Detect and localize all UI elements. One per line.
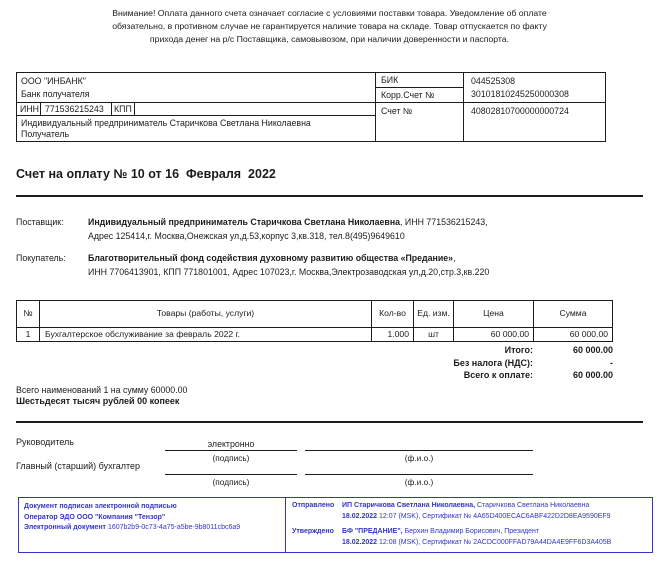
esign-document-line [24, 523, 280, 534]
head-signature-value: электронно [207, 439, 255, 449]
recipient-cell [17, 116, 375, 142]
esign-sent-row [292, 501, 646, 522]
accountant-signature-label: Главный (старший) бухгалтер [16, 461, 141, 471]
esign-operator-line: Оператор ЭДО ООО "Компания "Тензор" [24, 513, 166, 521]
esign-document-label: Электронный документ [24, 524, 106, 531]
esign-sent-content [342, 501, 646, 522]
invoice-title: Счет на оплату № 10 от 16 Февраля 2022 [16, 167, 276, 181]
esign-right-panel [286, 498, 652, 552]
header-cell-goods: Товары (работы, услуги) [40, 301, 372, 327]
bank-right-labels [376, 73, 464, 141]
buyer-name: Благотворительный фонд содействия духовному развитию общества «Предание» [88, 253, 454, 263]
item-cell-unit: шт [414, 328, 454, 341]
esign-document-id: 1607b2b9-0c73-4a75-a5be-9b8011cbc6a9 [107, 524, 241, 531]
esign-sent-cert: 12:07 (MSK), Сертификат № 4A65D400ECAC6ABF422D2D8EA9590EF9 [379, 512, 611, 520]
bik-corr-values-cell [464, 73, 605, 103]
buyer-details: ИНН 7706413901, КПП 771801001, Адрес 107023,г. Москва,Электрозаводская ул,д.20,стр.3,кв.220 [88, 266, 490, 277]
recipient-caption: Получатель [21, 129, 70, 139]
payment-warning-text [0, 7, 659, 46]
bank-caption: Банк получателя [21, 88, 90, 99]
accountant-signature-line [165, 474, 297, 475]
esign-approved-party: БФ "ПРЕДАНИЕ", [342, 528, 403, 535]
buyer-label: Покупатель: [16, 253, 66, 263]
buyer-row [16, 252, 613, 279]
kpp-value [135, 103, 375, 115]
supplier-label: Поставщик: [16, 217, 64, 227]
parties-block [16, 216, 613, 279]
vat-label: Без налога (НДС): [453, 358, 533, 368]
esign-box [18, 497, 653, 553]
supplier-row [16, 216, 613, 243]
warning-line-1: Внимание! Оплата данного счета означает согласие с условиями поставки товара. Уведомление об оплате [112, 8, 547, 18]
head-signature-label: Руководитель [16, 437, 74, 447]
esign-approved-label: Утверждено [292, 528, 334, 535]
kpp-label: КПП [112, 103, 135, 115]
header-cell-sum: Сумма [559, 308, 587, 319]
esign-sent-date: 18.02.2022 [342, 512, 378, 520]
esign-sent-party: ИП Старичкова Светлана Николаевна, [342, 502, 476, 509]
due-value: 60 000.00 [572, 370, 613, 380]
esign-approved-party-line [342, 527, 646, 538]
warning-line-3: прихода денег на р/с Поставщика, самовывозом, при наличии доверенности и паспорта. [149, 34, 510, 44]
esign-approved-date: 18.02.2022 [342, 538, 378, 546]
bik-label: БИК [376, 73, 463, 88]
items-table [16, 300, 613, 342]
item-cell-sum: 60 000.00 [569, 328, 608, 339]
supplier-name: Индивидуальный предприниматель Старичкова Светлана Николаевна [88, 217, 401, 227]
accountant-name-caption: (ф.и.о.) [404, 477, 434, 487]
supplier-address: Адрес 125414,г. Москва,Онежская ул,д.53,корпус 3,кв.318, тел.8(495)9649610 [88, 230, 405, 241]
title-rule [16, 195, 643, 197]
supplier-line-1 [88, 216, 613, 230]
esign-signed-line: Документ подписан электронной подписью [24, 503, 177, 510]
buyer-name-comma: , [453, 253, 456, 263]
bank-name-cell [17, 73, 375, 103]
esign-sent-label: Отправлено [292, 502, 335, 509]
supplier-inn: , ИНН 771536215243, [400, 217, 488, 227]
esign-approved-row [292, 527, 646, 548]
corr-account-label: Корр.Счет № [376, 88, 463, 103]
accountant-signature-caption: (подпись) [212, 477, 250, 487]
esign-approved-cert: 12:08 (MSK), Сертификат № 2ACDC000FFAD79A44DA4E9FF6D3A405B [379, 538, 612, 546]
head-signature-line [165, 450, 297, 451]
supplier-value [88, 216, 613, 243]
account-value: 40802810700000000724 [471, 106, 569, 116]
buyer-value [88, 252, 613, 279]
corr-account-value: 30101810245250000308 [471, 89, 569, 99]
bank-right-values [464, 73, 605, 141]
inn-value: 771536215243 [41, 103, 112, 115]
head-name-line [305, 450, 533, 451]
buyer-line-1 [88, 252, 613, 266]
item-cell-number: 1 [17, 328, 40, 341]
head-signature-caption: (подпись) [212, 453, 250, 463]
items-table-header [17, 301, 612, 328]
warning-line-2: обязательно, в противном случае не гарантируется наличие товара на складе. Товар отпускается по факту [112, 21, 547, 31]
bank-details-table [16, 72, 606, 142]
esign-approved-party-rest: Берхин Владимир Борисович, Президент [404, 528, 540, 535]
esign-left-panel [19, 498, 286, 552]
inn-label: ИНН [17, 103, 41, 115]
item-row [17, 328, 612, 341]
inn-kpp-row [17, 103, 375, 116]
header-cell-unit: Ед. изм. [414, 301, 454, 327]
bik-value: 044525308 [471, 76, 516, 86]
head-name-caption: (ф.и.о.) [404, 453, 434, 463]
esign-sent-cert-line [342, 512, 646, 523]
totals-row-total [16, 345, 613, 355]
header-cell-quantity: Кол-во [372, 301, 414, 327]
bank-name: ООО "ИНБАНК" [21, 76, 86, 86]
total-label: Итого: [504, 345, 533, 355]
bank-details-left [17, 73, 376, 141]
items-count-line: Всего наименований 1 на сумму 60000.00 [16, 385, 188, 395]
item-cell-quantity: 1.000 [372, 328, 414, 341]
accountant-name-line [305, 474, 533, 475]
vat-value: - [610, 358, 613, 368]
totals-row-due [16, 370, 613, 380]
item-cell-price: 60 000.00 [454, 328, 534, 341]
account-label: Счет № [381, 106, 413, 116]
totals-row-vat [16, 358, 613, 368]
esign-sent-party-line [342, 501, 646, 512]
bank-details-right [376, 73, 605, 141]
header-cell-number: № [17, 301, 40, 327]
item-cell-goods: Бухгалтерское обслуживание за февраль 2022 г. [40, 328, 372, 341]
esign-approved-cert-line [342, 538, 646, 549]
total-value: 60 000.00 [572, 345, 613, 355]
amount-in-words: Шестьдесят тысяч рублей 00 копеек [16, 396, 180, 406]
recipient-name: Индивидуальный предприниматель Старичкова Светлана Николаевна [21, 118, 311, 128]
due-label: Всего к оплате: [463, 370, 533, 380]
header-cell-price: Цена [454, 301, 534, 327]
esign-approved-content [342, 527, 646, 548]
signature-rule [16, 421, 643, 423]
esign-sent-party-rest: Старичкова Светлана Николаевна [477, 502, 590, 509]
